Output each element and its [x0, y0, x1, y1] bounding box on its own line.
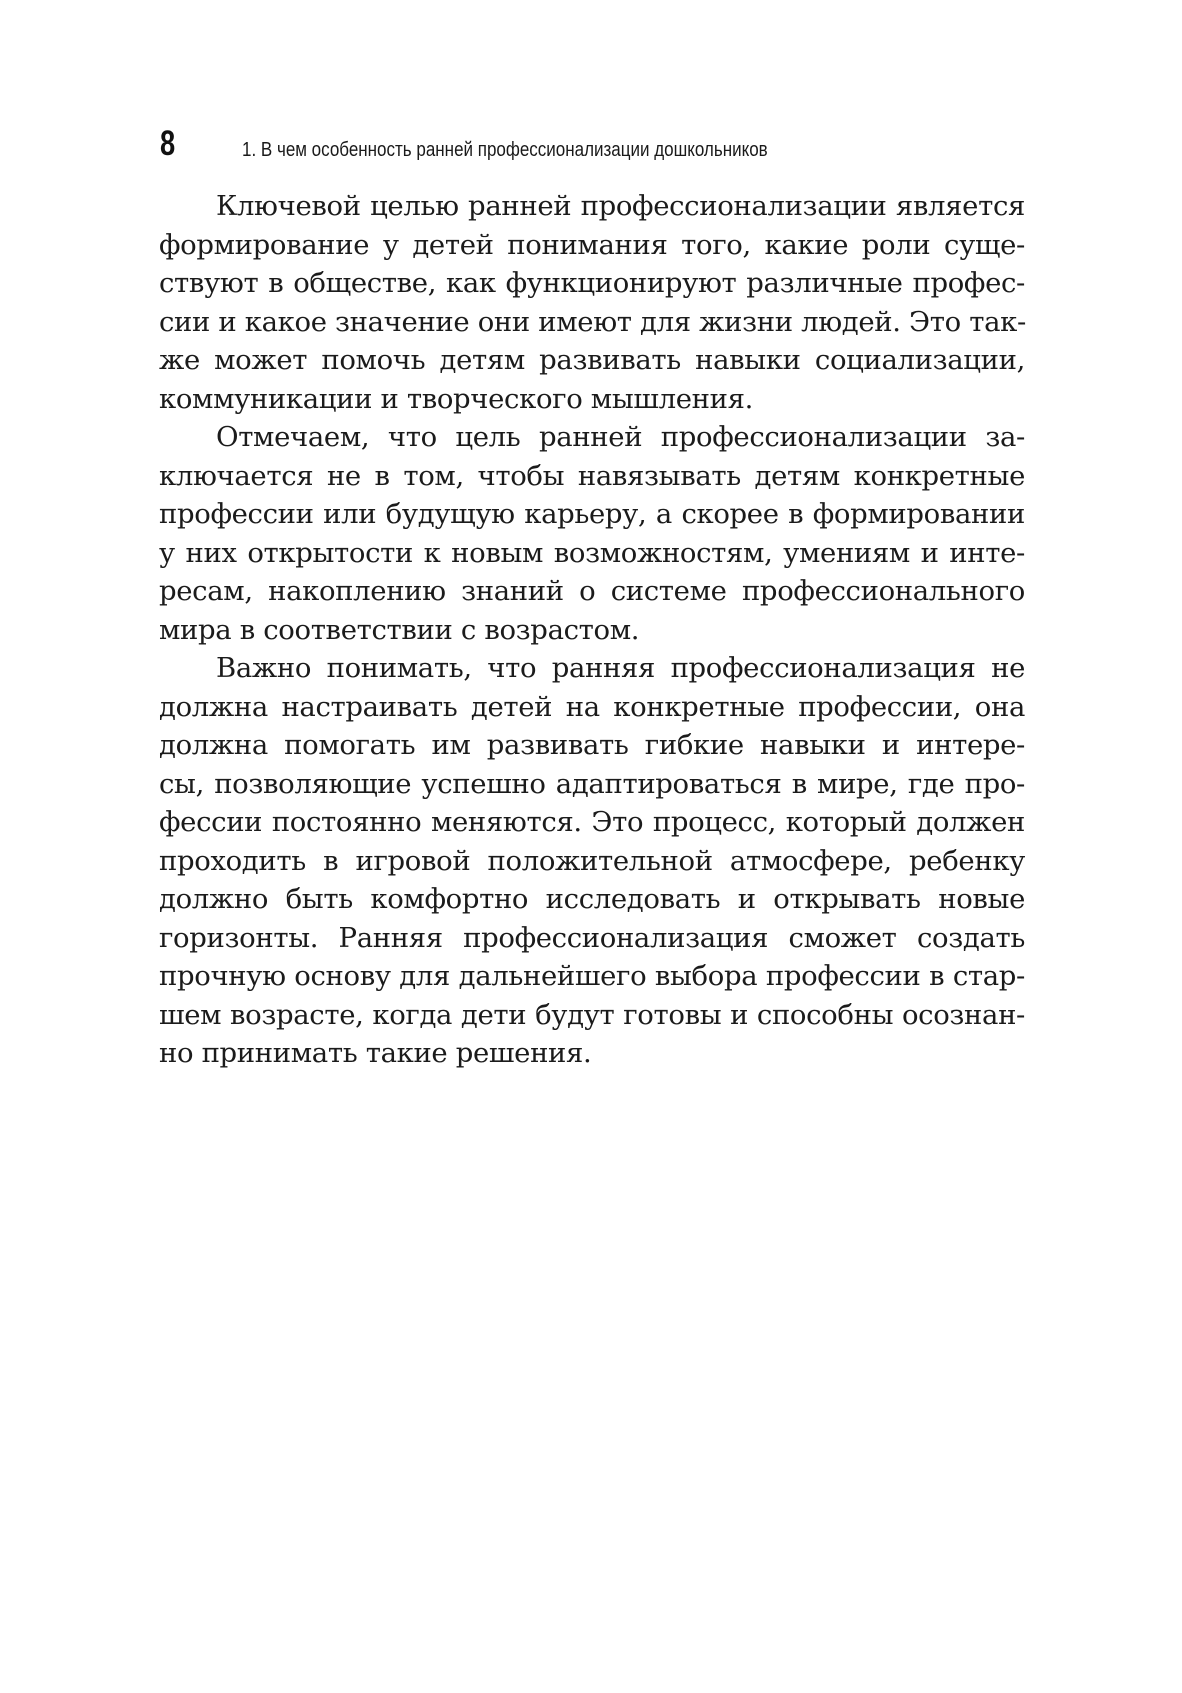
text-line: Отмечаем, что цель ранней профессионализации за-	[216, 421, 1025, 453]
text-line: у них открытости к новым возможностям, умениям и инте-	[159, 536, 1025, 569]
text-line: коммуникации и творческого мышления.	[159, 382, 753, 415]
paragraph-2	[159, 418, 1025, 649]
text-line: но принимать такие решения.	[159, 1037, 592, 1069]
text-line: мира в соответствии с возрастом.	[159, 613, 640, 646]
text-line: ствуют в обществе, как функционируют различные профес-	[159, 267, 1025, 299]
text-line: должно быть комфортно исследовать и открывать новые	[159, 883, 1025, 915]
running-header	[160, 124, 1040, 174]
paragraph-1	[159, 187, 1025, 418]
text-line: ресам, накоплению знаний о системе профессионального	[159, 575, 1025, 607]
text-line: фессии постоянно меняются. Это процесс, который должен	[159, 806, 1025, 838]
text-line: сы, позволяющие успешно адаптироваться в мире, где про-	[159, 767, 1025, 800]
page-number: 8	[160, 124, 176, 163]
text-line: должна настраивать детей на конкретные профессии, она	[159, 690, 1025, 723]
text-line: ключается не в том, чтобы навязывать детям конкретные	[159, 459, 1025, 492]
text-line: же может помочь детям развивать навыки социализации,	[159, 344, 1025, 376]
text-line: профессии или будущую карьеру, а скорее в формировании	[159, 498, 1025, 530]
text-line: шем возрасте, когда дети будут готовы и способны осознан-	[159, 998, 1025, 1031]
paragraph-3	[159, 649, 1025, 1073]
body-text	[159, 187, 1025, 1073]
text-line: формирование у детей понимания того, какие роли суще-	[159, 228, 1025, 261]
chapter-title: 1. В чем особенность ранней профессионализации дошкольников	[242, 139, 768, 161]
text-line: должна помогать им развивать гибкие навыки и интере-	[159, 729, 1025, 761]
text-line: Ключевой целью ранней профессионализации является	[216, 190, 1025, 222]
text-line: горизонты. Ранняя профессионализация сможет создать	[159, 921, 1025, 954]
text-line: прочную основу для дальнейшего выбора профессии в стар-	[159, 960, 1025, 992]
text-line: Важно понимать, что ранняя профессионализация не	[216, 652, 1025, 684]
text-line: проходить в игровой положительной атмосфере, ребенку	[159, 844, 1025, 877]
text-line: сии и какое значение они имеют для жизни людей. Это так-	[159, 305, 1026, 338]
